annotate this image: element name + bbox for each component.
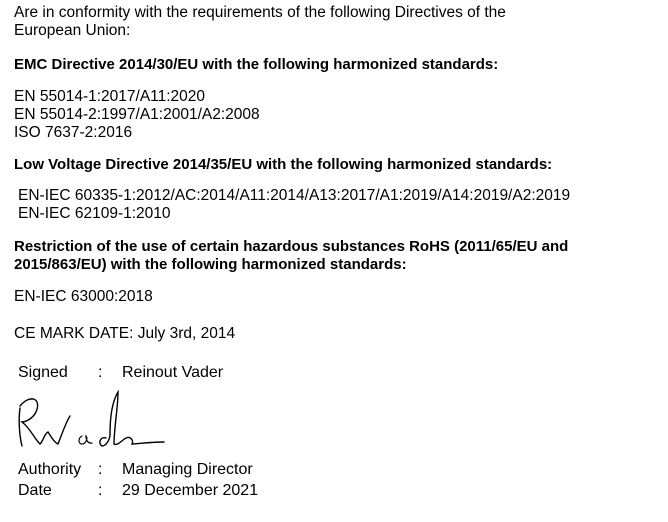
authority-label: Authority	[18, 461, 82, 478]
lvd-heading: Low Voltage Directive 2014/35/EU with the following harmonized standards:	[14, 156, 553, 173]
date-value: 29 December 2021	[122, 482, 259, 499]
emc-heading: EMC Directive 2014/30/EU with the following harmonized standards:	[14, 56, 499, 73]
lvd-standard: EN-IEC 60335-1:2012/AC:2014/A11:2014/A13:2017/A1:2019/A14:2019/A2:2019	[18, 187, 571, 204]
authority-separator: :	[98, 461, 103, 478]
date-separator: :	[98, 482, 103, 499]
lvd-standard: EN-IEC 62109-1:2010	[18, 205, 171, 222]
ce-mark-date: CE MARK DATE: July 3rd, 2014	[14, 325, 236, 342]
emc-standard: ISO 7637-2:2016	[14, 124, 133, 141]
signed-name: Reinout Vader	[122, 364, 224, 381]
date-label: Date	[18, 482, 52, 499]
authority-value: Managing Director	[122, 461, 253, 478]
rohs-standard: EN-IEC 63000:2018	[14, 288, 153, 305]
emc-standard: EN 55014-2:1997/A1:2001/A2:2008	[14, 106, 260, 123]
rohs-heading-line-1: Restriction of the use of certain hazardous substances RoHS (2011/65/EU and	[14, 238, 569, 255]
signed-label: Signed	[18, 364, 68, 381]
intro-line-1: Are in conformity with the requirements of the following Directives of the	[14, 4, 506, 21]
signed-separator: :	[98, 364, 103, 381]
rohs-heading-line-2: 2015/863/EU) with the following harmonized standards:	[14, 256, 407, 273]
handwritten-signature	[14, 388, 174, 458]
intro-line-2: European Union:	[14, 22, 131, 39]
emc-standard: EN 55014-1:2017/A11:2020	[14, 88, 206, 105]
